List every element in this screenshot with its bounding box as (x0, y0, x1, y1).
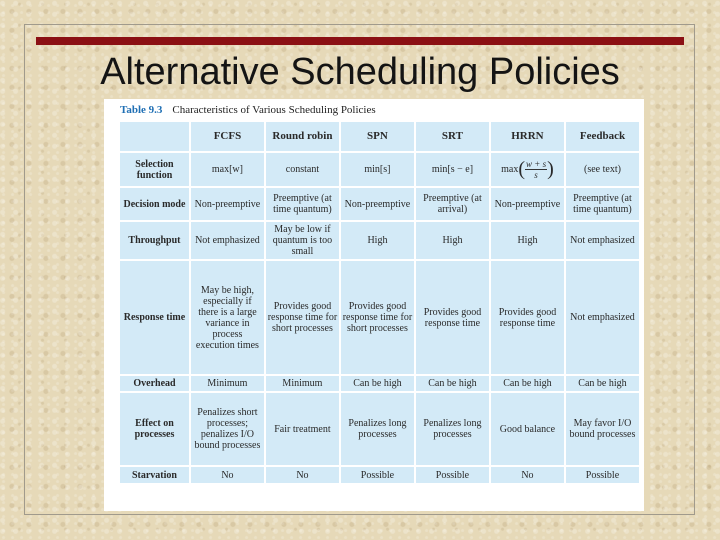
row-header: Effect on processes (120, 393, 189, 465)
table-cell: constant (266, 153, 339, 186)
col-header: HRRN (491, 122, 564, 151)
table-cell: No (191, 467, 264, 483)
row-header: Throughput (120, 222, 189, 259)
table-row (120, 376, 639, 391)
table-cell: Penalizes short processes; penalizes I/O bound processes (191, 393, 264, 465)
title-accent-bar (36, 37, 684, 45)
table-cell: Can be high (566, 376, 639, 391)
table-cell: High (491, 222, 564, 259)
corner-cell (120, 122, 189, 151)
table-row (120, 153, 639, 186)
table-row (120, 467, 639, 483)
table-cell: min[s − e] (416, 153, 489, 186)
row-header: Decision mode (120, 188, 189, 220)
table-cell: Penalizes long processes (341, 393, 414, 465)
table-cell: Can be high (491, 376, 564, 391)
table-row (120, 222, 639, 259)
header-row (120, 122, 639, 151)
table-cell: Provides good response time for short processes (341, 261, 414, 374)
table-cell: Possible (416, 467, 489, 483)
table-cell: Non-preemptive (491, 188, 564, 220)
scheduling-table-figure (104, 99, 644, 511)
table-cell: No (491, 467, 564, 483)
table-cell: Can be high (341, 376, 414, 391)
row-header: Starvation (120, 467, 189, 483)
table-cell: Non-preemptive (191, 188, 264, 220)
table-cell: Minimum (191, 376, 264, 391)
table-cell: Non-preemptive (341, 188, 414, 220)
table-row (120, 393, 639, 465)
formula-denominator: s (534, 170, 538, 180)
table-cell: High (341, 222, 414, 259)
col-header: SRT (416, 122, 489, 151)
table-caption (120, 103, 641, 120)
table-row (120, 188, 639, 220)
table-cell: Provides good response time (416, 261, 489, 374)
table-cell: Minimum (266, 376, 339, 391)
col-header: SPN (341, 122, 414, 151)
table-cell: max[w] (191, 153, 264, 186)
scheduling-table (118, 120, 641, 485)
table-cell: Not emphasized (566, 222, 639, 259)
table-cell: Good balance (491, 393, 564, 465)
table-cell: May be high, especially if there is a large variance in process execution times (191, 261, 264, 374)
table-number: Table 9.3 (120, 104, 163, 116)
table-cell: May favor I/O bound processes (566, 393, 639, 465)
table-cell: Not emphasized (566, 261, 639, 374)
col-header: Feedback (566, 122, 639, 151)
table-cell: min[s] (341, 153, 414, 186)
table-cell: Preemptive (at arrival) (416, 188, 489, 220)
table-cell: Provides good response time for short processes (266, 261, 339, 374)
table-cell: (see text) (566, 153, 639, 186)
table-cell: Possible (566, 467, 639, 483)
row-header: Response time (120, 261, 189, 374)
table-cell: No (266, 467, 339, 483)
table-cell: Possible (341, 467, 414, 483)
hrrn-formula-cell: max( $\frac{w + s}{s}$ ) (491, 153, 564, 186)
row-header: Overhead (120, 376, 189, 391)
table-cell: Preemptive (at time quantum) (266, 188, 339, 220)
table-row (120, 261, 639, 374)
formula-prefix: max (501, 163, 519, 175)
table-cell: Penalizes long processes (416, 393, 489, 465)
col-header: Round robin (266, 122, 339, 151)
table-cell: Not emphasized (191, 222, 264, 259)
table-caption-text: Characteristics of Various Scheduling Policies (172, 104, 376, 116)
slide-title: Alternative Scheduling Policies (100, 51, 620, 93)
table-cell: Provides good response time (491, 261, 564, 374)
formula-numerator: w + s (526, 159, 547, 169)
row-header: Selection function (120, 153, 189, 186)
col-header: FCFS (191, 122, 264, 151)
formula-fraction (525, 159, 547, 180)
table-cell: May be low if quantum is too small (266, 222, 339, 259)
table-cell: Fair treatment (266, 393, 339, 465)
table-cell: Preemptive (at time quantum) (566, 188, 639, 220)
table-cell: Can be high (416, 376, 489, 391)
table-cell: High (416, 222, 489, 259)
